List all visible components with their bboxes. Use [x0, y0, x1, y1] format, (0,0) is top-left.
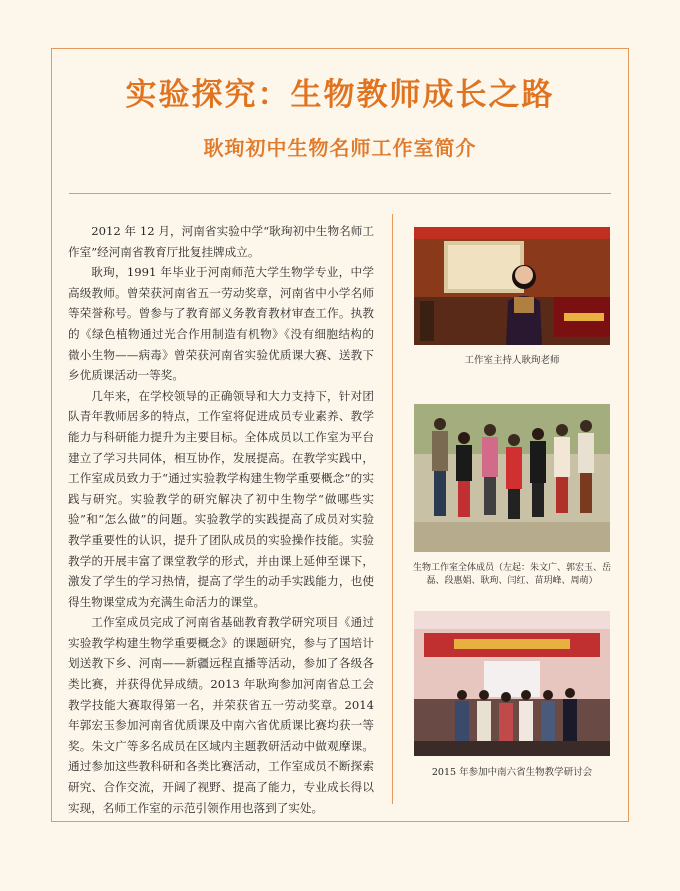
page-subtitle: 耿珣初中生物名师工作室简介 [203, 136, 477, 160]
article-body [68, 221, 374, 818]
presenter-caption: 工作室主持人耿珣老师 [464, 355, 560, 366]
page-title: 实验探究：生物教师成长之路 [125, 77, 555, 113]
conference-photo [414, 611, 610, 756]
article-paragraph: 2012 年 12 月，河南省实验中学“耿珣初中生物名师工作室”经河南省教育厅批复挂牌成立。 [68, 224, 374, 259]
article-paragraph: 耿珣，1991 年毕业于河南师范大学生物学专业，中学高级教师。曾荣获河南省五一劳动奖章，河南省中小学名师等荣誉称号。曾参与了教育部义务教育教材审查工作。执教的《绿色植物通过光合作用制造有机物》《没有细胞结构的微小生物——病毒》曾荣获河南省实验优质课大赛、送教下乡优质课活动一等奖。 [68, 265, 374, 383]
article-paragraph: 工作室成员完成了河南省基础教育教学研究项目《通过实验教学构建生物学重要概念》的课题研究，参与了国培计划送教下乡、河南——新疆远程直播等活动，参加了各级各类比赛，并获得优异成绩。2013 年耿珣参加河南省总工会教学技能大赛取得第一名，并荣获省五一劳动奖章。2014 年郭宏玉参加河南省优质课及中南六省优质课比赛均获一等奖。朱文广等多名成员在区域内主题教研活动中做观摩课。通过参加这些教科研和各类比赛活动，工作室成员不断探索研究、合作交流，开阔了视野、提高了能力，专业成长得以实现，名师工作室的示范引领作用也落到了实处。 [68, 615, 374, 815]
article-paragraph: 几年来，在学校领导的正确领导和大力支持下，针对团队青年教师居多的特点，工作室将促进成员专业素养、教学能力与科研能力提升为主要目标。全体成员以工作室为平台建立了学习共同体，相互协作，发展提高。在教学实践中，工作室成员致力于“通过实验教学构建生物学重要概念”的实践与研究。实验教学的研究解决了初中生物学“做哪些实验”和“怎么做”的问题。实验教学的实践提高了成员对实验教学重要性的认识，提升了团队成员的实验操作技能。实验教学的开展丰富了课堂教学的形式，并由课上延伸至课下，激发了学生的学习热情，提高了学生的动手实践能力，也使得生物课堂成为充满生命活力的课堂。 [68, 388, 374, 609]
group-photo [414, 404, 610, 552]
group-caption: 生物工作室全体成员（左起：朱文广、郭宏玉、岳磊、段惠娟、耿珣、闫红、苗玥峰、周萌） [412, 563, 611, 586]
column-divider [392, 214, 393, 804]
presenter-photo [414, 227, 610, 345]
conference-caption: 2015 年参加中南六省生物教学研讨会 [431, 767, 593, 778]
header-divider [69, 193, 611, 194]
